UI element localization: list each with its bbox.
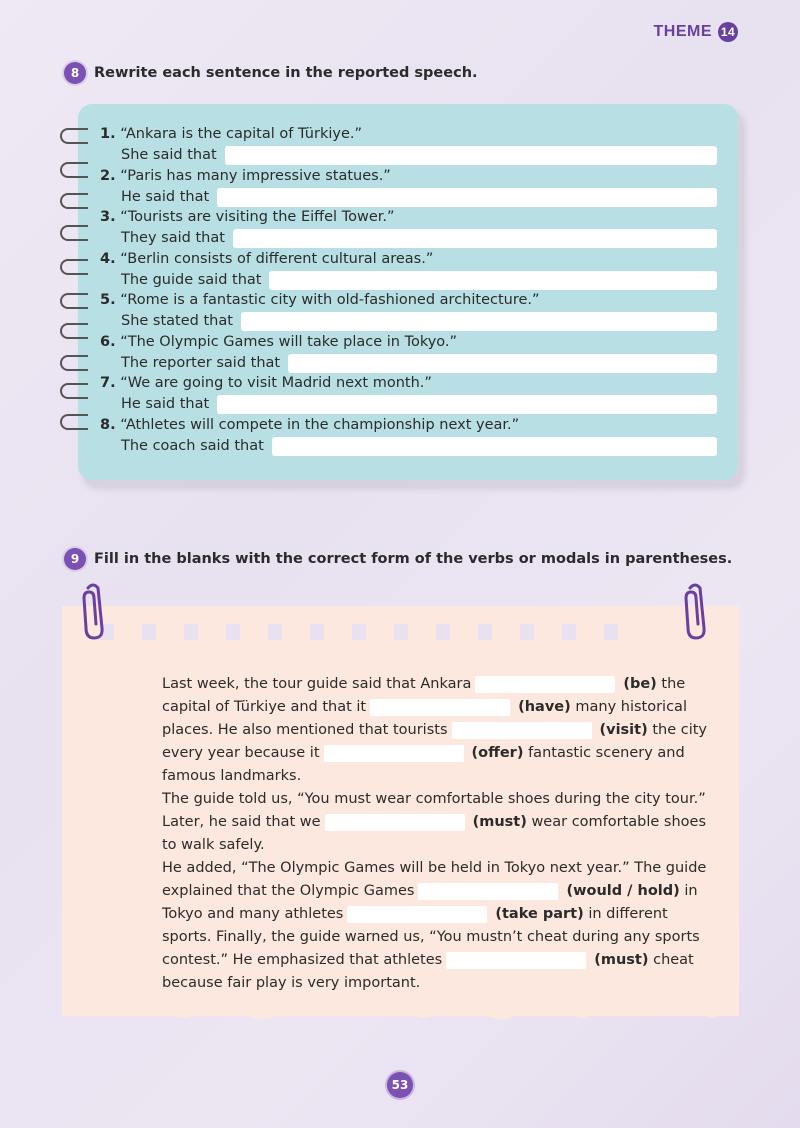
item-quote: “The Olympic Games will take place in Tokyo.” — [115, 334, 458, 350]
list-item — [100, 290, 720, 332]
passage-paragraph — [110, 788, 710, 857]
paper-hole — [562, 624, 576, 640]
item-prompt: She said that — [121, 147, 217, 163]
item-prompt: He said that — [121, 189, 210, 205]
paper-hole — [436, 624, 450, 640]
verb-hint: (would / hold) — [566, 883, 680, 899]
item-quote: “Ankara is the capital of Türkiye.” — [115, 126, 363, 142]
answer-line[interactable] — [225, 146, 717, 165]
spiral-ring — [60, 162, 88, 178]
verb-hint: (be) — [623, 676, 657, 692]
blank-field[interactable] — [347, 906, 487, 923]
spiral-ring — [60, 225, 88, 241]
paperclip-icon — [78, 580, 108, 642]
torn-edge — [62, 1000, 739, 1030]
exercise-9-heading — [64, 548, 732, 570]
item-quote: “Berlin consists of different cultural areas.” — [115, 251, 434, 267]
verb-hint: (have) — [518, 699, 571, 715]
passage-paragraph — [110, 857, 710, 995]
answer-line[interactable] — [217, 188, 717, 207]
item-number: 6. — [100, 334, 116, 350]
blank-field[interactable] — [418, 883, 558, 900]
passage-text: fantastic scenery and famous landmarks. — [162, 745, 685, 784]
blank-field[interactable] — [475, 676, 615, 693]
item-number: 7. — [100, 375, 116, 391]
item-quote: “Rome is a fantastic city with old-fashioned architecture.” — [115, 292, 540, 308]
list-item — [100, 373, 720, 415]
list-item — [100, 249, 720, 291]
theme-number-badge: 14 — [718, 22, 738, 42]
list-item — [100, 207, 720, 249]
spiral-ring — [60, 414, 88, 430]
item-prompt: The guide said that — [121, 272, 262, 288]
paper-hole — [226, 624, 240, 640]
passage-text: The guide told us, “You must wear comfortable shoes during the city tour.” Later, he said that we — [162, 791, 706, 830]
passage-text: Last week, the tour guide said that Ankara — [162, 676, 472, 692]
spiral-ring — [60, 259, 88, 275]
list-item — [100, 415, 720, 457]
passage-text: the city every year because it — [162, 722, 708, 761]
spiral-ring — [60, 193, 88, 209]
paper-hole — [268, 624, 282, 640]
fill-in-passage — [110, 673, 710, 995]
item-number: 2. — [100, 168, 116, 184]
item-quote: “We are going to visit Madrid next month.” — [115, 375, 432, 391]
item-prompt: The coach said that — [121, 438, 264, 454]
item-prompt: The reporter said that — [121, 355, 281, 371]
exercise-8-number: 8 — [64, 62, 86, 84]
paper-hole — [310, 624, 324, 640]
spiral-ring — [60, 128, 88, 144]
answer-line[interactable] — [288, 354, 717, 373]
exercise-8-heading — [64, 62, 478, 84]
theme-label — [654, 22, 739, 42]
passage-text: in Tokyo and many athletes — [162, 883, 698, 922]
verb-hint: (must) — [472, 814, 527, 830]
item-prompt: They said that — [121, 230, 225, 246]
paper-hole — [604, 624, 618, 640]
spiral-ring — [60, 355, 88, 371]
item-quote: “Athletes will compete in the championship next year.” — [115, 417, 520, 433]
passage-text: in different sports. Finally, the guide warned us, “You mustn’t cheat during any sports contest.” He emphasized that athletes — [162, 906, 700, 968]
verb-hint: (offer) — [471, 745, 524, 761]
passage-text: He added, “The Olympic Games will be held in Tokyo next year.” The guide explained that the Olympic Games — [162, 860, 707, 899]
answer-line[interactable] — [272, 437, 717, 456]
paper-hole — [184, 624, 198, 640]
item-number: 3. — [100, 209, 116, 225]
passage-text: cheat because fair play is very important. — [162, 952, 694, 991]
item-number: 8. — [100, 417, 116, 433]
blank-field[interactable] — [370, 699, 510, 716]
answer-line[interactable] — [269, 271, 717, 290]
passage-text: the capital of Türkiye and that it — [162, 676, 686, 715]
item-prompt: She stated that — [121, 313, 233, 329]
passage-text: many historical places. He also mentioned that tourists — [162, 699, 687, 738]
exercise-8-instruction: Rewrite each sentence in the reported speech. — [94, 65, 478, 81]
paper-hole — [478, 624, 492, 640]
item-quote: “Tourists are visiting the Eiffel Tower.” — [115, 209, 395, 225]
blank-field[interactable] — [452, 722, 592, 739]
list-item — [100, 332, 720, 374]
paper-hole — [142, 624, 156, 640]
verb-hint: (visit) — [599, 722, 648, 738]
verb-hint: (take part) — [495, 906, 584, 922]
passage-paragraph — [110, 673, 710, 788]
paper-hole — [352, 624, 366, 640]
spiral-ring — [60, 323, 88, 339]
item-number: 5. — [100, 292, 116, 308]
item-number: 1. — [100, 126, 116, 142]
item-quote: “Paris has many impressive statues.” — [115, 168, 391, 184]
list-item — [100, 166, 720, 208]
blank-field[interactable] — [324, 745, 464, 762]
theme-text: THEME — [653, 23, 712, 40]
paperclip-icon — [680, 580, 710, 642]
answer-line[interactable] — [233, 229, 717, 248]
spiral-ring — [60, 293, 88, 309]
answer-line[interactable] — [241, 312, 717, 331]
exercise-9-number: 9 — [64, 548, 86, 570]
answer-line[interactable] — [217, 395, 717, 414]
passage-text: wear comfortable shoes to walk safely. — [162, 814, 707, 853]
page-number: 53 — [387, 1072, 413, 1098]
exercise-9-instruction: Fill in the blanks with the correct form of the verbs or modals in parentheses. — [94, 551, 733, 567]
spiral-ring — [60, 383, 88, 399]
blank-field[interactable] — [325, 814, 465, 831]
paper-hole — [394, 624, 408, 640]
item-prompt: He said that — [121, 396, 210, 412]
blank-field[interactable] — [446, 952, 586, 969]
list-item — [100, 124, 720, 166]
verb-hint: (must) — [594, 952, 649, 968]
item-number: 4. — [100, 251, 116, 267]
paper-hole — [520, 624, 534, 640]
